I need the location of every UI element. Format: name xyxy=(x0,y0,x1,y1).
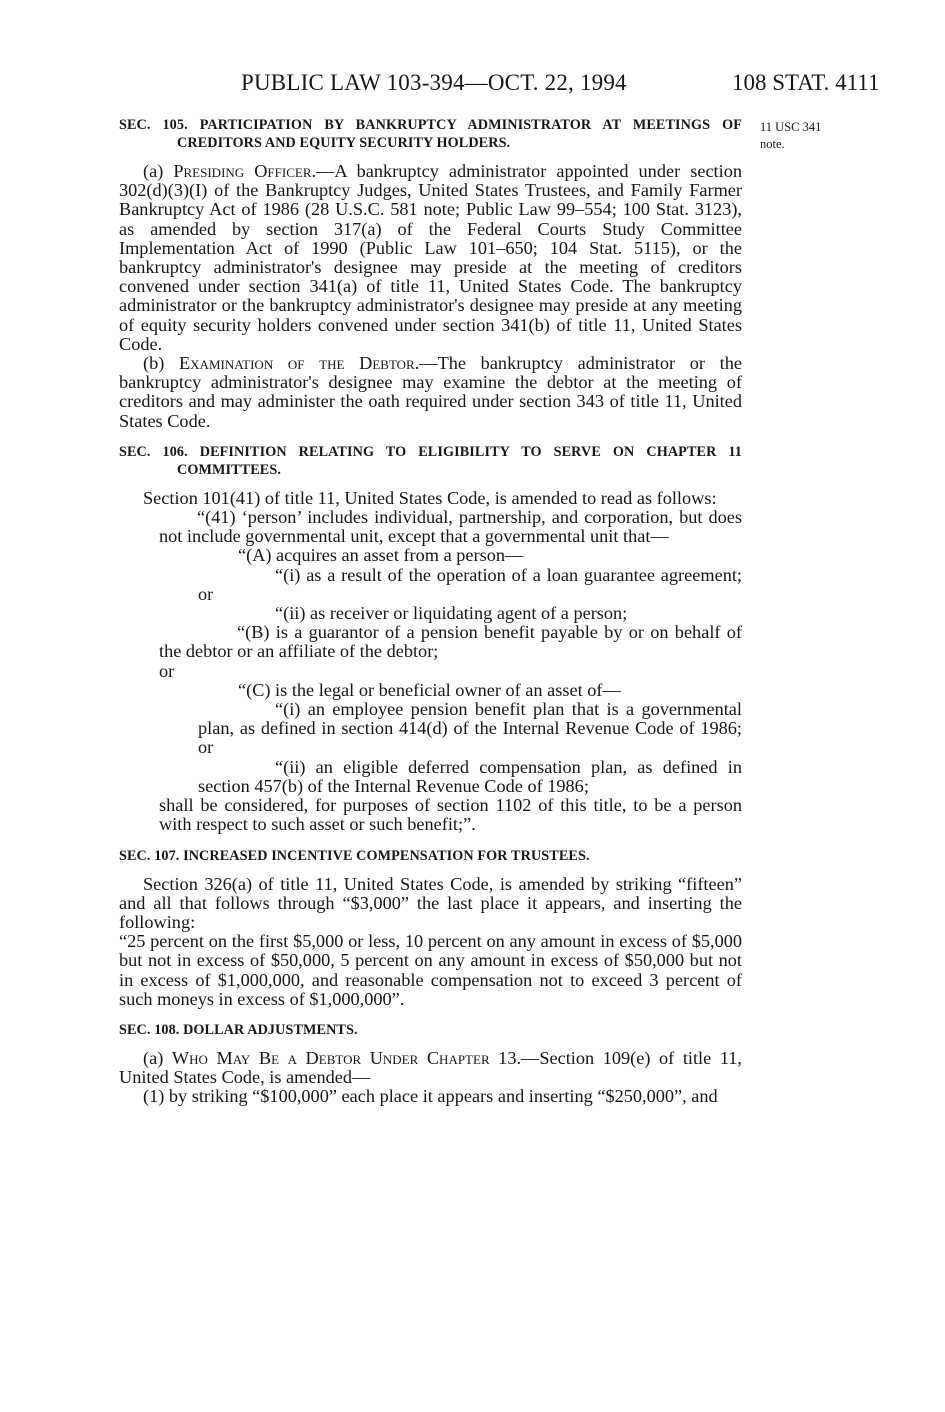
section-105-heading xyxy=(119,116,742,152)
clause-A-i: “(i) as a result of the operation of a loan guarantee agreement; or xyxy=(198,564,742,604)
subsection-label: (b) xyxy=(143,353,179,374)
subsection-label: (a) xyxy=(143,1047,172,1068)
subsection-a-heading: Who May Be a Debtor Under Chapter 13. xyxy=(171,1047,522,1068)
clause-A-ii: “(ii) as receiver or liquidating agent of a person; xyxy=(275,603,628,624)
margin-note xyxy=(760,119,870,153)
section-105-number: SEC. 105. xyxy=(119,117,188,133)
section-108-title: DOLLAR ADJUSTMENTS. xyxy=(183,1021,358,1038)
subsection-a-heading: Presiding Officer. xyxy=(173,161,317,181)
section-107-text: Section 326(a) of title 11, United States Code, is amended by striking “fifteen” and all that follows through “$3,000” the last place it appears, and inserting the following: xyxy=(119,873,742,932)
subsection-a-text: —Section 109(e) of title 11, United States Code, is amended— xyxy=(119,1047,742,1088)
section-106-heading xyxy=(119,443,742,479)
section-106-closing: shall be considered, for purposes of section 1102 of this title, to be a person with respect to such asset or such benefit;”. xyxy=(159,795,742,835)
section-106-title: DEFINITION RELATING TO ELIGIBILITY TO SERVE ON CHAPTER 11 COMMITTEES. xyxy=(177,443,743,478)
section-108-item-1: (1) by striking “$100,000” each place it appears and inserting “$250,000”, and xyxy=(143,1086,718,1107)
clause-C-i: “(i) an employee pension benefit plan that is a governmental plan, as defined in section 414(d) of the Internal Revenue Code of 1986; or xyxy=(198,699,742,758)
main-text-column xyxy=(119,116,742,1107)
header-stat-citation: 108 STAT. 4111 xyxy=(732,70,880,95)
subsection-a-text: —A bankruptcy administrator appointed under section 302(d)(3)(I) of the Bankruptcy Judges, United States Trustees, and Family Farmer Bankruptcy Act of 1986 (28 U.S.C. 581 note; Public Law 99–554; 100 Stat. 3123), as amended by section 317(a) of the Federal Courts Study Committee Implementation Act of 1990 (Public Law 101–650; 104 Stat. 5115), or the bankruptcy administrator's designee may preside at the meeting of creditors convened under section 341(a) of title 11, United States Code. The bankruptcy administrator or the bankruptcy administrator's designee may preside at any meeting of equity security holders convened under section 341(b) of title 11, United States Code. xyxy=(119,161,742,354)
margin-note-citation: 11 USC 341 xyxy=(760,120,822,134)
section-108-subsection-a xyxy=(119,1049,742,1087)
clause-C: “(C) is the legal or beneficial owner of an asset of— xyxy=(238,679,621,700)
running-header xyxy=(0,70,945,100)
clause-B-or: or xyxy=(159,660,175,681)
subsection-b-text: —The bankruptcy administrator or the bankruptcy administrator's designee may examine the debtor at the meeting of creditors and may administer the oath required under section 343 of title 11, United States Code. xyxy=(119,353,742,431)
margin-note-suffix: note. xyxy=(760,137,785,151)
section-108-number: SEC. 108. xyxy=(119,1021,180,1038)
clause-B: “(B) is a guarantor of a pension benefit payable by or on behalf of the debtor or an affiliate of the debtor; xyxy=(159,622,742,662)
section-105-subsection-a xyxy=(119,162,742,354)
clause-C-ii: “(ii) an eligible deferred compensation plan, as defined in section 457(b) of the Internal Revenue Code of 1986; xyxy=(198,756,742,796)
subsection-b-heading: Examination of the Debtor. xyxy=(179,353,420,374)
section-107-heading xyxy=(119,847,742,865)
section-108-heading xyxy=(119,1021,742,1039)
section-106-intro: Section 101(41) of title 11, United States Code, is amended to read as follows: xyxy=(143,487,717,508)
header-title: PUBLIC LAW 103-394—OCT. 22, 1994 xyxy=(241,70,627,95)
section-107-title: INCREASED INCENTIVE COMPENSATION FOR TRUSTEES. xyxy=(183,847,590,864)
section-105-title: PARTICIPATION BY BANKRUPTCY ADMINISTRATOR AT MEETINGS OF CREDITORS AND EQUITY SECURITY HOLDERS. xyxy=(177,117,742,151)
section-107-quoted-text: “25 percent on the first $5,000 or less, 10 percent on any amount in excess of $5,000 but not in excess of $50,000, 5 percent on any amount in excess of $50,000 but not in excess of $1,000,000, and reasonable compensation not to exceed 3 percent of such moneys in excess of $1,000,000”. xyxy=(119,931,742,1009)
section-107-number: SEC. 107. xyxy=(119,847,180,864)
section-105-subsection-b xyxy=(119,354,742,431)
subsection-label: (a) xyxy=(143,161,174,181)
section-106-number: SEC. 106. xyxy=(119,443,188,460)
definition-41: “(41) ‘person’ includes individual, partnership, and corporation, but does not include governmental unit, except that a governmental unit that— xyxy=(159,507,742,547)
clause-A: “(A) acquires an asset from a person— xyxy=(238,545,524,566)
